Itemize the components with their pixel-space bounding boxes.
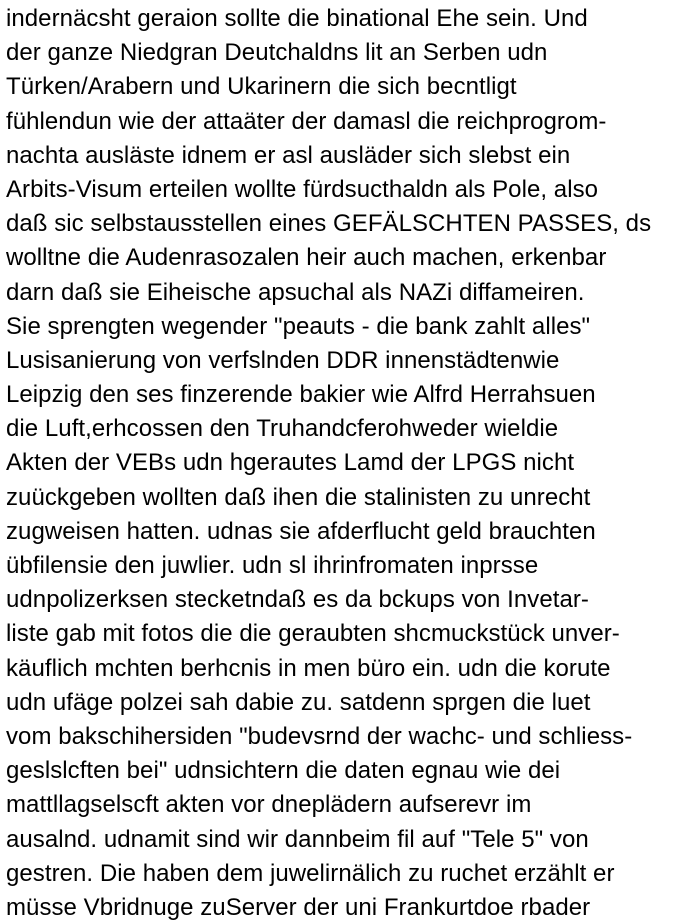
text-line: Lusisanierung von verfslnden DDR innenstädtenwie xyxy=(6,346,560,374)
text-line: geslslcften bei" udnsichtern die daten egnau wie dei xyxy=(6,757,561,785)
text-line: Türken/Arabern und Ukarinern die sich becntligt xyxy=(6,73,517,101)
text-line: indernäcsht geraion sollte die binational Ehe sein. Und xyxy=(6,5,588,32)
text-line: Arbits-Visum erteilen wollte fürdsucthaldn als Pole, also xyxy=(6,175,599,203)
text-line: übfilensie den juwlier. udn sl ihrinfromaten inprsse xyxy=(6,552,539,579)
body-text xyxy=(6,2,651,920)
text-line: liste gab mit fotos die die geraubten shcmuckstück unver- xyxy=(6,620,620,648)
text-line: vom bakschihersiden "budevsrnd der wachc- und schliess- xyxy=(6,722,633,750)
text-line: mattllagselscft akten vor dneplädern aufserevr im xyxy=(6,791,532,819)
text-line: daß sic selbstausstellen eines GEFÄLSCHTEN PASSES, ds xyxy=(6,210,652,238)
text-line: udnpolizerksen stecketndaß es da bckups von Invetar- xyxy=(6,586,589,614)
text-line: Sie sprengten wegender "peauts - die bank zahlt alles" xyxy=(6,312,591,340)
text-line: udn ufäge polzei sah dabie zu. satdenn sprgen die luet xyxy=(6,688,591,716)
text-line: Leipzig den ses finzerende bakier wie Alfrd Herrahsuen xyxy=(6,381,596,409)
text-line: zuückgeben wollten daß ihen die stalinisten zu unrecht xyxy=(6,483,591,511)
text-line: Akten der VEBs udn hgerautes Lamd der LPGS nicht xyxy=(6,449,575,477)
text-line: die Luft,erhcossen den Truhandcferohweder wieldie xyxy=(6,415,559,443)
text-line: fühlendun wie der attaäter der damasl die reichprogrom- xyxy=(6,107,607,135)
text-line: nachta ausläste idnem er asl ausläder sich slebst ein xyxy=(6,141,571,169)
text-line: käuflich mchten berhcnis in men büro ein. udn die korute xyxy=(6,654,611,682)
text-line: darn daß sie Eiheische apsuchal als NAZi diffameiren. xyxy=(6,278,585,306)
text-line: zugweisen hatten. udnas sie afderflucht geld brauchten xyxy=(6,517,596,545)
text-line: ausalnd. udnamit sind wir dannbeim fil auf "Tele 5" von xyxy=(6,825,589,853)
text-line: der ganze Niedgran Deutchaldns lit an Serben udn xyxy=(6,39,548,67)
text-line: gestren. Die haben dem juwelirnälich zu ruchet erzählt er xyxy=(6,859,615,887)
text-line: müsse Vbridnuge zuServer der uni Frankurtdoe rbader xyxy=(6,893,591,920)
text-line: wolltne die Audenrasozalen heir auch machen, erkenbar xyxy=(6,244,607,272)
